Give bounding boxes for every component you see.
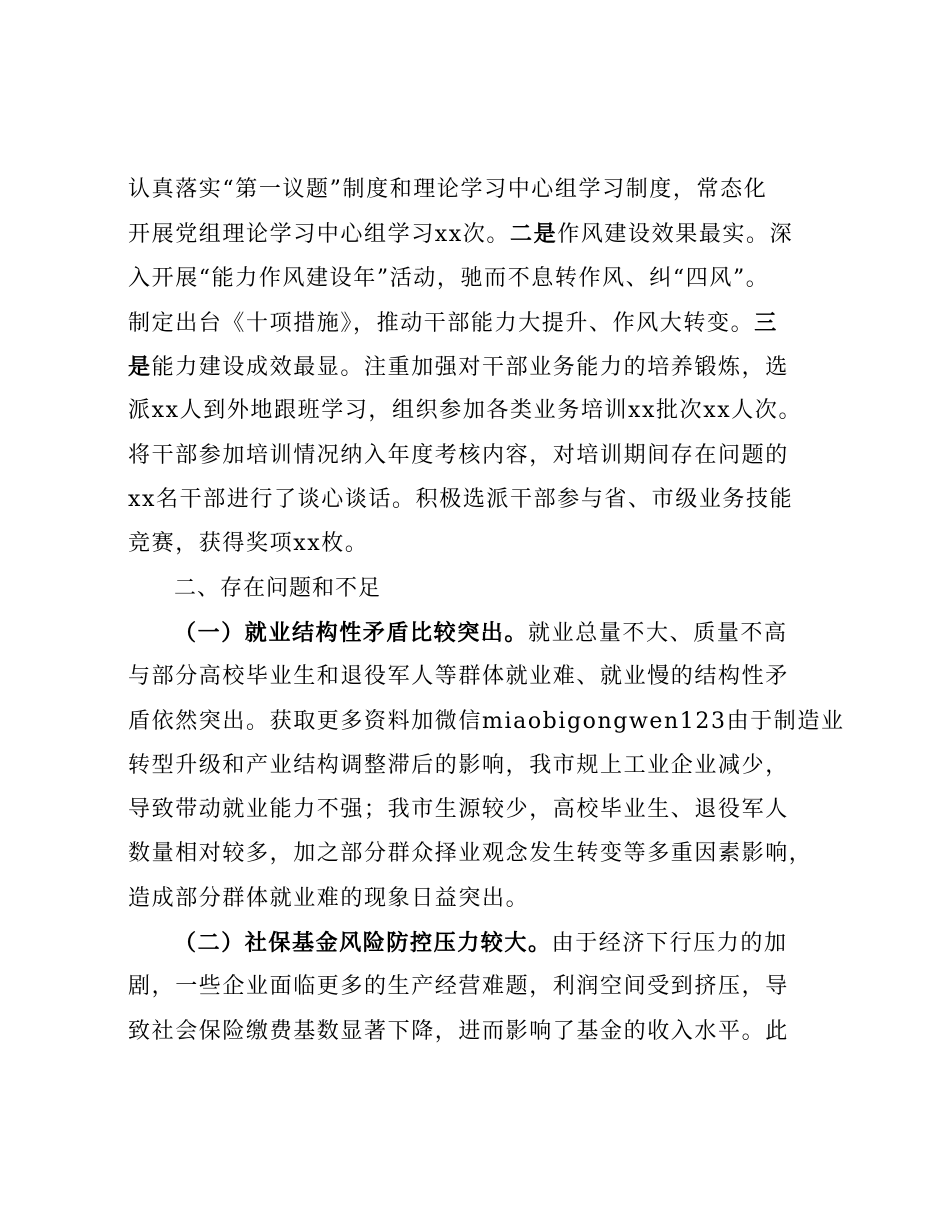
text-line — [128, 434, 848, 478]
text-segment: 派xx人到外地跟班学习，组织参加各类业务培训xx批次xx人次。 — [128, 398, 803, 424]
subsection-title: （一）就业结构性矛盾比较突出。 — [174, 619, 529, 646]
text-segment: 导致带动就业能力不强；我市生源较少，高校毕业生、退役军人 — [128, 797, 789, 823]
text-segment: 与部分高校毕业生和退役军人等群体就业难、就业慢的结构性矛 — [128, 664, 789, 690]
text-line — [128, 212, 848, 256]
text-segment: 认真落实“第一议题”制度和理论学习中心组学习制度，常态化 — [128, 177, 768, 202]
text-segment: 能力建设成效最显。注重加强对干部业务能力的培养锻炼，选 — [151, 355, 789, 381]
text-line — [128, 389, 848, 433]
bold-lead-in: 二是 — [510, 221, 558, 248]
text-line — [128, 700, 848, 744]
text-line — [128, 611, 848, 655]
subsection-title: （二）社保基金风险防控压力较大。 — [174, 930, 552, 957]
text-segment: 入开展“能力作风建设年”活动，驰而不息转作风、纠“四风”。 — [128, 265, 770, 291]
text-line — [128, 832, 848, 876]
text-line — [128, 1010, 848, 1054]
text-segment: 由于经济下行压力的加 — [551, 931, 788, 957]
text-segment: 就业总量不大、质量不高 — [528, 620, 788, 646]
text-segment: 数量相对较多，加之部分群众择业观念发生转变等多重因素影响， — [128, 841, 813, 867]
bold-lead-in: 三 — [754, 309, 778, 336]
text-line — [128, 478, 848, 522]
text-line — [128, 655, 848, 699]
text-segment: 作风建设效果最实。深 — [557, 222, 794, 248]
text-segment: 造成部分群体就业难的现象日益突出。 — [128, 885, 530, 911]
text-segment: 竞赛，获得奖项xx枚。 — [128, 531, 369, 557]
text-segment: xx名干部进行了谈心谈话。积极选派干部参与省、市级业务技能 — [128, 487, 794, 513]
text-line — [128, 257, 848, 301]
text-segment: 盾依然突出。获取更多资料加微信miaobigongwen123由于制造业 — [128, 708, 845, 734]
text-segment: 剧，一些企业面临更多的生产经营难题，利润空间受到挤压，导 — [128, 974, 789, 1000]
text-segment: 致社会保险缴费基数显著下降，进而影响了基金的收入水平。此 — [128, 1018, 789, 1044]
text-segment: 制定出台《十项措施》，推动干部能力大提升、作风大转变。 — [128, 310, 755, 336]
bold-lead-in: 是 — [128, 354, 152, 381]
document-body — [128, 168, 848, 1054]
text-line — [128, 965, 848, 1009]
section-heading: 二、存在问题和不足 — [174, 575, 382, 601]
text-line — [128, 788, 848, 832]
text-line — [128, 168, 848, 212]
text-line — [128, 301, 848, 345]
text-line — [128, 744, 848, 788]
text-segment: 转型升级和产业结构调整滞后的影响，我市规上工业企业减少， — [128, 752, 789, 778]
text-line — [128, 345, 848, 389]
text-line — [128, 522, 848, 566]
text-segment: 开展党组理论学习中心组学习xx次。 — [128, 222, 511, 248]
text-line — [128, 921, 848, 965]
text-segment: 将干部参加培训情况纳入年度考核内容，对培训期间存在问题的 — [128, 442, 789, 468]
text-line — [128, 877, 848, 921]
